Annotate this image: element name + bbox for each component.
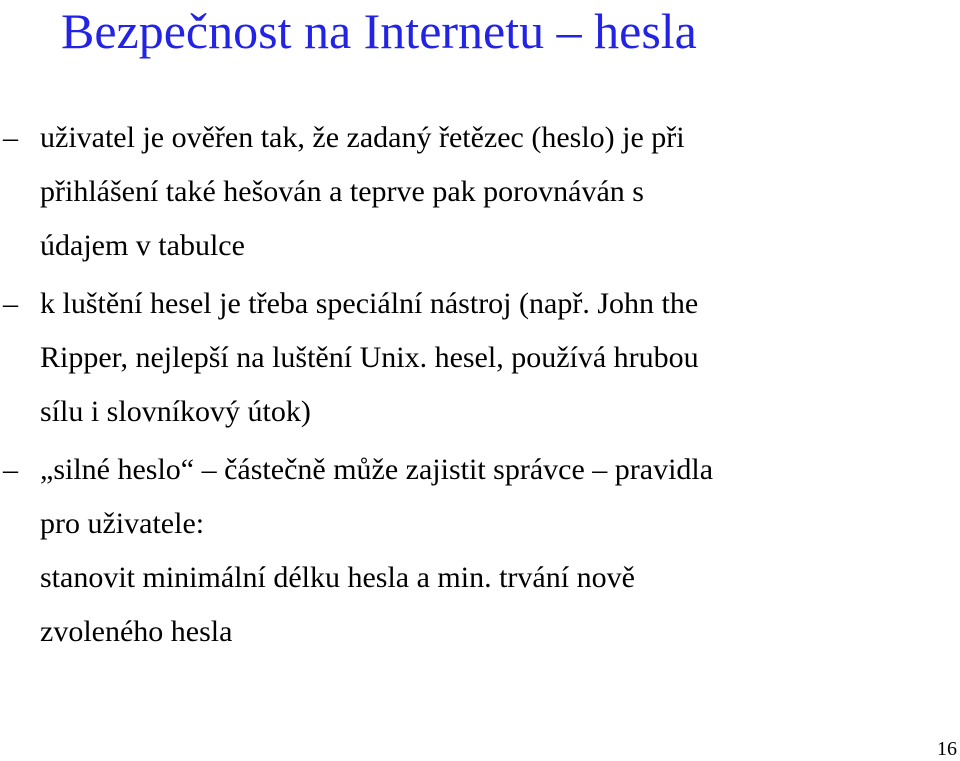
bullet-text-line: „silné heslo“ – částečně může zajistit správce – pravidla (40, 453, 714, 486)
bullet-dash-icon: – (3, 287, 18, 320)
bullet-cracking-tools (0, 277, 955, 439)
bullet-text-line: údajem v tabulce (40, 229, 245, 262)
bullet-text-line: pro uživatele: (40, 507, 205, 540)
slide-title: Bezpečnost na Internetu – hesla (61, 3, 697, 59)
bullet-text-line: zvoleného hesla (40, 615, 233, 648)
bullet-text-line: přihlášení také hešován a teprve pak porovnáván s (40, 175, 644, 208)
bullet-text-line: Ripper, nejlepší na luštění Unix. hesel, používá hrubou (40, 341, 699, 374)
bullet-text-line: k luštění hesel je třeba speciální nástroj (např. John the (40, 287, 699, 320)
bullet-text-line: uživatel je ověřen tak, že zadaný řetězec (heslo) je při (40, 121, 685, 154)
bullet-dash-icon: – (3, 121, 18, 154)
bullet-text-line: sílu i slovníkový útok) (40, 395, 311, 428)
bullet-dash-icon: – (3, 453, 18, 486)
page-number: 16 (937, 738, 957, 760)
bullet-strong-password (0, 443, 955, 659)
bullet-list (0, 111, 960, 659)
bullet-password-hashing (0, 111, 955, 273)
bullet-text-line: stanovit minimální délku hesla a min. trvání nově (40, 561, 635, 594)
